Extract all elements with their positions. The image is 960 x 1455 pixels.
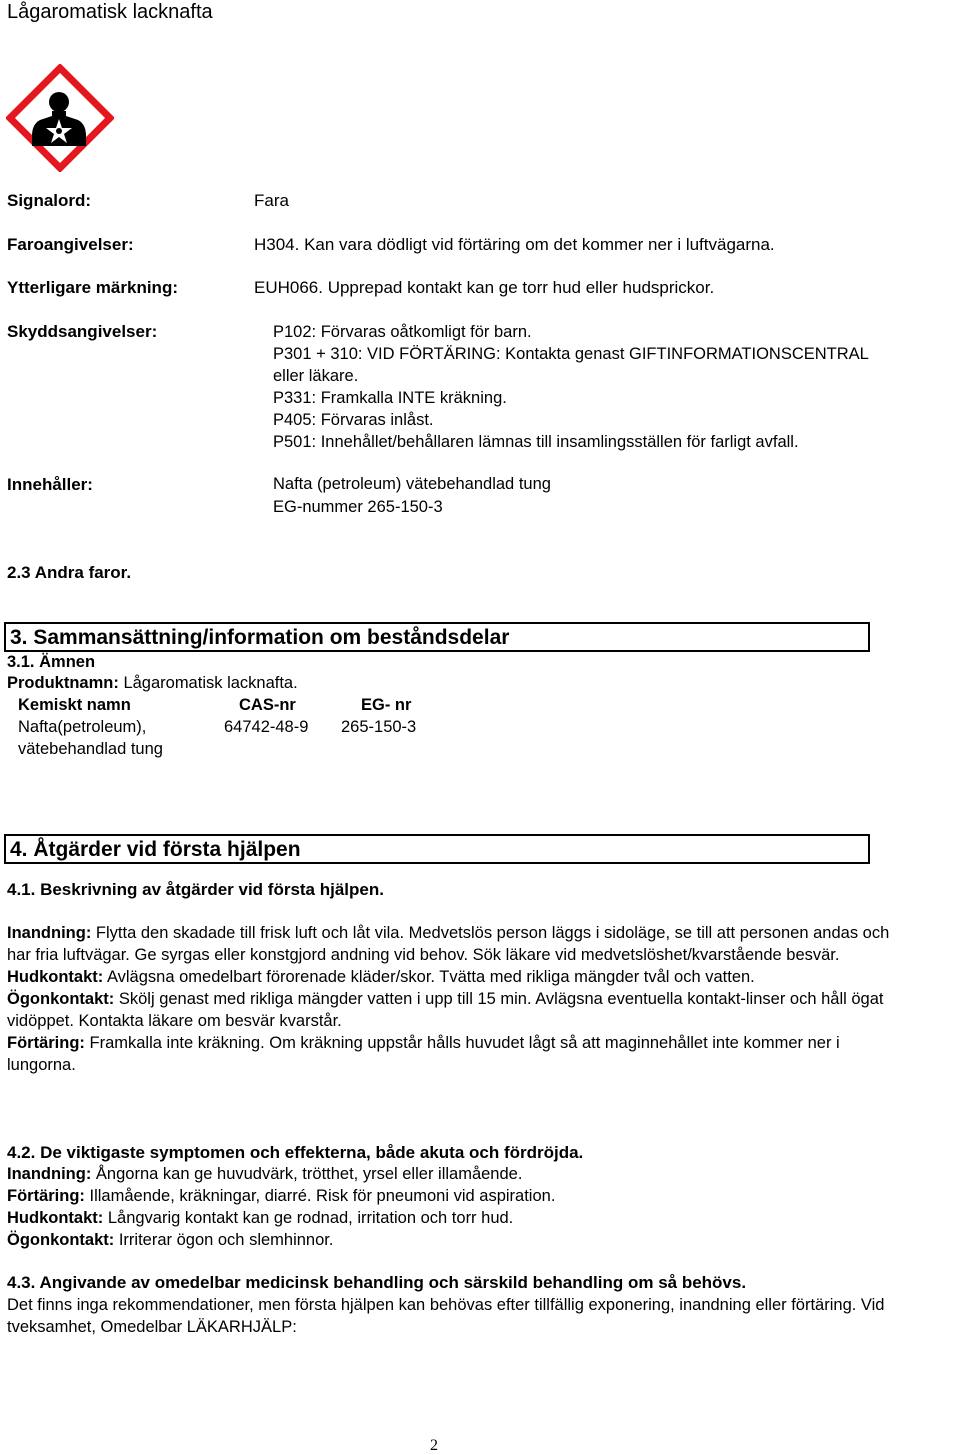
p-statement-line: P301 + 310: VID FÖRTÄRING: Kontakta genast GIFTINFORMATIONSCENTRAL [273,345,869,363]
first-aid-item: Hudkontakt: Avlägsna omedelbart förorenade kläder/skor. Tvätta med rikliga mängder tvål och vatten. [7,968,755,986]
faroangivelser-label: Faroangivelser: [7,235,134,254]
p-statement-line: P102: Förvaras oåtkomligt för barn. [273,323,532,341]
ytterligare-value: EUH066. Upprepad kontakt kan ge torr hud eller hudsprickor. [254,278,715,297]
symptoms-paragraph [7,1163,907,1251]
first-aid-item: Inandning: Flytta den skadade till frisk luft och låt vila. Medvetslös person läggs i sidoläge, se till att personen andas och har fria luftvägar. Ge syrgas eller konstgjord andning vid behov. Sök läkare vid medvetslöshet/kvarstående besvär. [7,924,890,964]
section-4-1-heading: 4.1. Beskrivning av åtgärder vid första hjälpen. [7,880,384,899]
first-aid-item: Ögonkontakt: Skölj genast med rikliga mängder vatten i upp till 15 min. Avlägsna eventuella kontakt-linser och håll ögat vidöppet. Kontakta läkare om besvär kvarstår. [7,990,884,1030]
p-statement-line: eller läkare. [273,367,359,385]
symptom-item: Ögonkontakt: Irriterar ögon och slemhinnor. [7,1231,334,1249]
ytterligare-label: Ytterligare märkning: [7,278,178,297]
innehaller-label: Innehåller: [7,475,93,494]
section-2-3-heading: 2.3 Andra faror. [7,563,132,582]
p-statement-line: P405: Förvaras inlåst. [273,411,434,429]
section-3-heading-box [4,622,870,652]
produktnamn-value: Lågaromatisk lacknafta. [123,674,298,692]
symptom-item: Hudkontakt: Långvarig kontakt kan ge rodnad, irritation och torr hud. [7,1209,514,1227]
health-hazard-icon [6,64,114,172]
innehaller-line: Nafta (petroleum) vätebehandlad tung [273,475,551,493]
treatment-paragraph: Det finns inga rekommendationer, men första hjälpen kan behövas efter tillfällig exponering, inandning eller förtäring. Vid tveksamhet, Omedelbar LÄKARHJÄLP: [7,1296,885,1336]
table-cell-name: vätebehandlad tung [18,740,163,758]
section-4-3-heading: 4.3. Angivande av omedelbar medicinsk behandling och särskild behandling om så behövs. [7,1273,747,1292]
symptom-item: Inandning: Ångorna kan ge huvudvärk, trötthet, yrsel eller illamående. [7,1165,523,1183]
section-3-1-heading: 3.1. Ämnen [7,653,96,671]
section-3-heading: 3. Sammansättning/information om beståndsdelar [10,626,510,649]
table-cell-cas: 64742-48-9 [224,718,309,736]
table-header-eg: EG- nr [361,696,412,714]
first-aid-item: Förtäring: Framkalla inte kräkning. Om kräkning uppstår hålls huvudet lågt så att maginnehållet inte kommer ner i lungorna. [7,1034,840,1074]
innehaller-line: EG-nummer 265-150-3 [273,498,443,516]
signalord-label: Signalord: [7,191,92,210]
produktnamn-line [7,675,298,692]
skyddsangivelser-label: Skyddsangivelser: [7,322,158,341]
table-cell-eg: 265-150-3 [341,718,417,736]
symptom-item: Förtäring: Illamående, kräkningar, diarré. Risk för pneumoni vid aspiration. [7,1187,556,1205]
document-title: Lågaromatisk lacknafta [7,1,213,23]
section-4-heading-box [4,834,870,864]
signalord-value: Fara [254,191,289,210]
faroangivelser-value: H304. Kan vara dödligt vid förtäring om det kommer ner i luftvägarna. [254,235,775,254]
table-header-cas: CAS-nr [239,696,296,714]
first-aid-paragraph [7,922,907,1076]
section-4-2-heading: 4.2. De viktigaste symptomen och effekterna, både akuta och fördröjda. [7,1143,584,1162]
page-number: 2 [430,1437,438,1454]
table-header-name: Kemiskt namn [18,696,131,714]
p-statement-line: P501: Innehållet/behållaren lämnas till insamlingsställen för farligt avfall. [273,433,799,451]
section-4-heading: 4. Åtgärder vid första hjälpen [10,838,301,861]
p-statement-line: P331: Framkalla INTE kräkning. [273,389,507,407]
produktnamn-label: Produktnamn: [7,674,119,692]
table-cell-name: Nafta(petroleum), [18,718,147,736]
